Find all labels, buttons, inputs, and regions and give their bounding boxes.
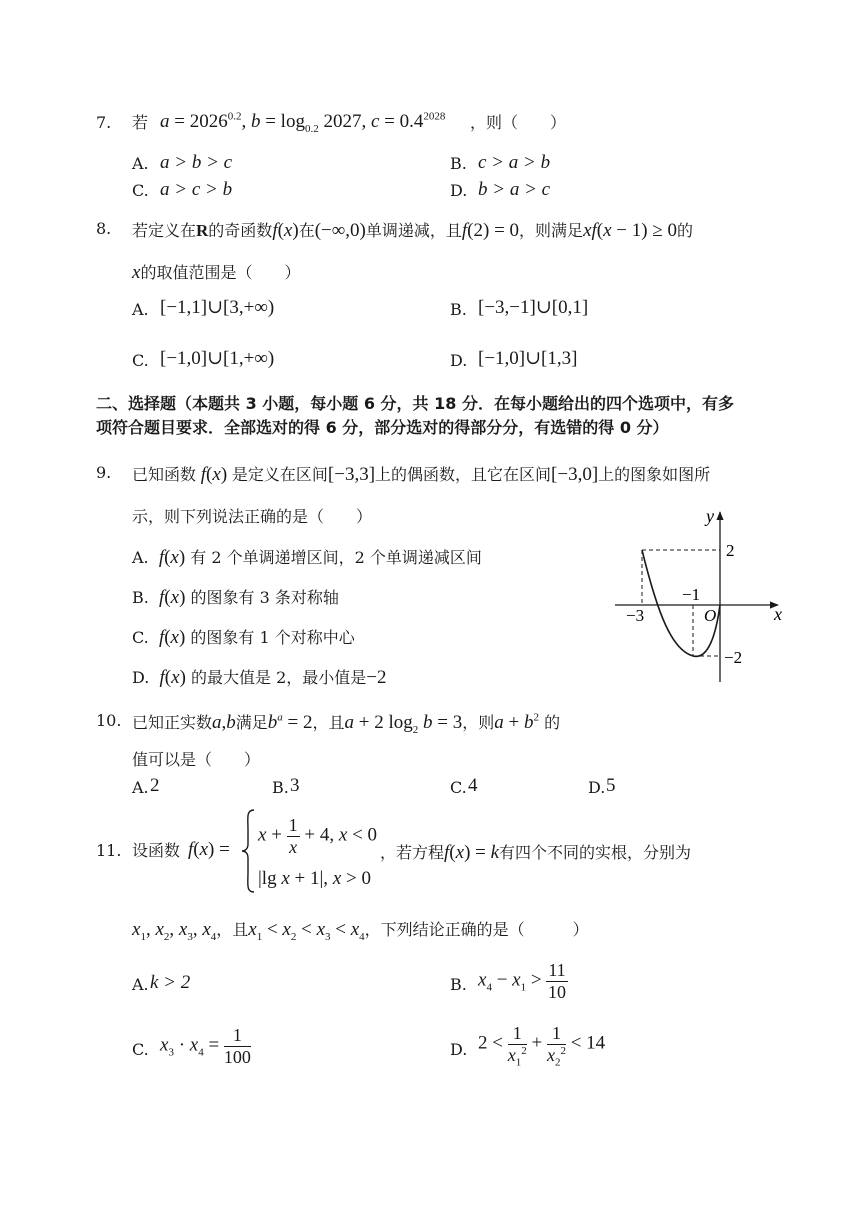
q9-option-c: C. f(x) 的图象有 1 个对称中心 — [132, 627, 355, 648]
q8-option-d: [−1,0]∪[1,3] — [478, 348, 578, 369]
q8-option-c-label: C. — [132, 351, 149, 370]
q11-piece1: x + $\frac{1}{x}$ + 4, x < 0 — [258, 815, 378, 857]
tick-label-2: 2 — [726, 541, 735, 560]
x-axis-label: x — [774, 604, 782, 624]
q10-option-b-label: B. — [272, 778, 289, 797]
q11-option-d: 2 < $\frac{1}{x_1^2}$ + $\frac{1}{x_2^2}$ < 14 — [478, 1023, 606, 1069]
q7-option-c-label: C. — [132, 181, 149, 200]
section-2-heading-line1: 二、选择题（本题共 3 小题，每小题 6 分，共 18 分．在每小题给出的四个选项中，有多 — [96, 394, 734, 413]
q7-stem-prefix: 若 — [132, 113, 149, 132]
q10-number: 10. — [96, 711, 122, 730]
q10-option-c-label: C. — [450, 778, 467, 797]
tick-label-neg2: −2 — [724, 648, 743, 667]
q11-option-b-label: B. — [450, 975, 467, 994]
q9-function-graph — [600, 500, 800, 690]
q8-option-b-label: B. — [450, 300, 467, 319]
q11-option-c: $x_3 \cdot x_4$ = $\frac{1}{100}$ — [160, 1025, 251, 1067]
q10-option-d-label: D. — [588, 778, 606, 797]
q9-option-a: A. f(x) 有 2 个单调递增区间，2 个单调递减区间 — [132, 547, 482, 568]
q7-option-d-label: D. — [450, 181, 468, 200]
q8-line1: 若定义在R的奇函数f(x)在(−∞,0)单调递减，且f(2) = 0，则满足xf(x − 1) ≥ 0的 — [132, 220, 694, 241]
q10-option-d: 5 — [606, 775, 616, 796]
q8-option-b: [−3,−1]∪[0,1] — [478, 297, 589, 318]
q8-number: 8. — [96, 219, 112, 238]
q11-function-name: f(x) = — [188, 839, 230, 860]
q7-option-c: a > c > b — [160, 179, 233, 200]
q7-option-a: a > b > c — [160, 152, 233, 173]
q10-option-a-label: A. — [132, 778, 149, 797]
q9-line1: 已知函数 f(x) 是定义在区间[−3,3]上的偶函数，且它在区间[−3,0]上的图象如图所 — [132, 464, 711, 485]
q11-prefix: 设函数 — [132, 841, 181, 860]
q8-option-c: [−1,0]∪[1,+∞) — [160, 348, 275, 369]
section-2-heading-line2: 项符合题目要求．全部选对的得 6 分，部分选对的得部分分，有选错的得 0 分） — [96, 418, 669, 437]
q9-number: 9. — [96, 463, 112, 482]
q8-option-a: [−1,1]∪[3,+∞) — [160, 297, 275, 318]
q9-line2: 示，则下列说法正确的是（ ） — [132, 507, 373, 526]
q9-option-b: B. f(x) 的图象有 3 条对称轴 — [132, 587, 339, 608]
q8-line2: x的取值范围是（ ） — [132, 262, 301, 283]
function-curve — [642, 550, 720, 656]
q10-option-c: 4 — [468, 775, 478, 796]
q10-option-a: 2 — [150, 775, 160, 796]
q11-option-a: k > 2 — [150, 972, 191, 993]
q11-option-d-label: D. — [450, 1040, 468, 1059]
q11-number: 11. — [96, 841, 122, 860]
q11-piece2: |lg x + 1|, x > 0 — [258, 868, 371, 889]
q11-option-a-label: A. — [132, 975, 149, 994]
q10-line1: 已知正实数a,b满足$b^a = 2$，且a + 2 $\log_2 b = 3$，则$a + b^2$ 的 — [132, 711, 561, 736]
q8-option-a-label: A. — [132, 300, 149, 319]
q11-line2: $x_1$, $x_2$, $x_3$, $x_4$，且$x_1 < x_2 < x_3 < x_4$，下列结论正确的是（ ） — [132, 919, 589, 943]
q7-option-b: c > a > b — [478, 152, 551, 173]
origin-label: O — [704, 606, 717, 625]
q11-option-c-label: C. — [132, 1040, 149, 1059]
q9-option-d: D. f(x) 的最大值是 2，最小值是−2 — [132, 667, 387, 688]
q7-number: 7. — [96, 113, 112, 132]
q7-expression: $a = 2026^{0.2}$, $b = \log_{0.2} 2027$, $c = 0.4^{2028}$ — [160, 110, 446, 135]
q7-option-d: b > a > c — [478, 179, 551, 200]
y-axis-label: y — [706, 506, 714, 526]
q7-option-a-label: A. — [132, 154, 149, 173]
q10-line2: 值可以是（ ） — [132, 750, 261, 769]
q7-stem-suffix: ，则（ ） — [470, 113, 567, 132]
tick-label-neg1: −1 — [682, 585, 701, 604]
piecewise-brace — [240, 808, 256, 894]
q11-line1-rest: ，若方程f(x) = k有四个不同的实根，分别为 — [380, 842, 692, 863]
tick-label-neg3: −3 — [626, 606, 645, 625]
q11-option-b: $x_4 - x_1$ > $\frac{11}{10}$ — [478, 960, 566, 1002]
q10-option-b: 3 — [290, 775, 300, 796]
q7-option-b-label: B. — [450, 154, 467, 173]
q8-option-d-label: D. — [450, 351, 468, 370]
